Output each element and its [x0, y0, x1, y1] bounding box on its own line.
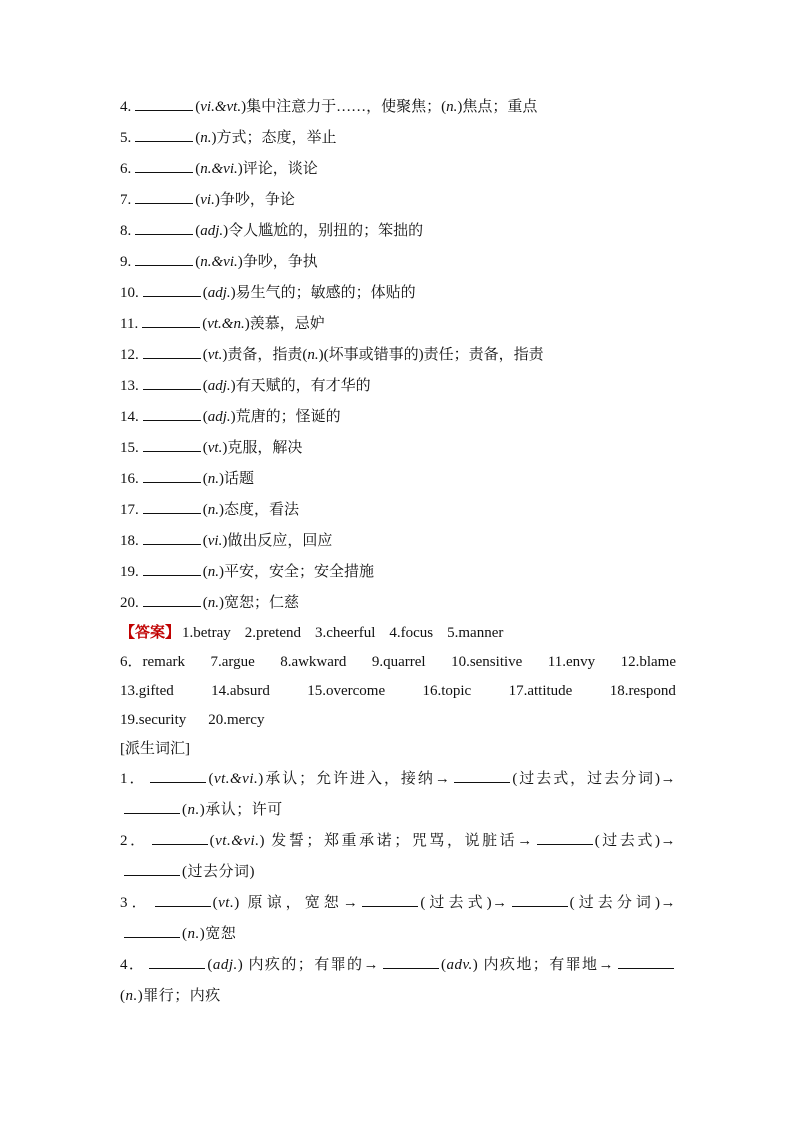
item-number: 1． [120, 771, 147, 787]
item-meaning: 内疚地；有罪地→ [478, 957, 614, 973]
answer-entry: 8.awkward [280, 654, 347, 670]
answer-blank [143, 561, 201, 576]
vocab-item-18: 18. (vi.)做出反应，回应 [120, 526, 676, 557]
item-meaning: 争吵，争执 [242, 254, 318, 270]
item-number: 18. [120, 533, 139, 549]
item-meaning: 有天赋的，有才华的 [235, 378, 371, 394]
part-of-speech: n. [187, 802, 200, 818]
part-of-speech: vt. [218, 895, 235, 911]
item-number: 17. [120, 502, 139, 518]
item-number: 4． [120, 957, 146, 973]
answer-line-1 [120, 619, 676, 648]
item-meaning: (过去分词) [182, 864, 255, 880]
vocab-item-19: 19. (n.)平安，安全；安全措施 [120, 557, 676, 588]
answer-entry: 4.focus [389, 625, 434, 641]
part-of-speech: n.&vi. [200, 254, 238, 270]
item-meaning: 易生气的；敏感的；体贴的 [235, 285, 416, 301]
answer-blank [143, 499, 201, 514]
part-of-speech: n. [207, 564, 219, 580]
derived-item-4: 4． (adj.) 内疚的；有罪的→ (adv.) 内疚地；有罪地→(n.)罪行；内疚 [120, 950, 676, 1012]
part-of-speech: adj. [207, 285, 231, 301]
answer-entry: 14.absurd [211, 683, 270, 699]
answer-entry: 9.quarrel [371, 654, 426, 670]
item-number: 5. [120, 130, 132, 146]
item-meaning: 承认；允许进入，接纳→ [263, 771, 451, 787]
item-number: 12. [120, 347, 139, 363]
item-number: 9. [120, 254, 132, 270]
item-meaning: 评论，谈论 [242, 161, 318, 177]
answer-blank [383, 954, 439, 969]
item-meaning: 宽恕；仁慈 [224, 595, 300, 611]
part-of-speech: vt.&vi. [215, 833, 260, 849]
item-meaning: 克服，解决 [227, 440, 303, 456]
part-of-speech: n. [446, 99, 458, 115]
part-of-speech: vt.&vi. [213, 771, 259, 787]
derived-item-2: 2． (vt.&vi.) 发誓；郑重承诺；咒骂，说脏话→ (过去式)→(过去分词) [120, 826, 676, 888]
answer-blank [124, 799, 180, 814]
answer-blank [143, 375, 201, 390]
item-meaning: 集中注意力于……，使聚焦； [246, 99, 442, 115]
answer-blank [149, 954, 205, 969]
answer-entry: 6．remark [120, 654, 185, 670]
answer-line-3 [120, 677, 676, 706]
answer-blank [150, 768, 206, 783]
answer-blank [512, 892, 568, 907]
answer-blank [143, 530, 201, 545]
vocab-item-16: 16. (n.)话题 [120, 464, 676, 495]
part-of-speech: adv. [446, 957, 473, 973]
answer-entry: 17.attitude [508, 683, 573, 699]
answer-line-2 [120, 648, 676, 677]
item-number: 19. [120, 564, 139, 580]
answer-entry: 19.security [120, 712, 187, 728]
item-meaning: 方式；态度，举止 [216, 130, 337, 146]
part-of-speech: vt. [207, 347, 223, 363]
item-meaning: 态度，看法 [224, 502, 300, 518]
answer-entry: 18.respond [609, 683, 676, 699]
item-meaning: 内疚的；有罪的→ [243, 957, 379, 973]
part-of-speech: adj. [212, 957, 238, 973]
item-meaning: 宽恕 [205, 926, 237, 942]
answer-blank [135, 96, 193, 111]
item-number: 8. [120, 223, 132, 239]
answer-blank [152, 830, 208, 845]
item-number: 13. [120, 378, 139, 394]
answer-entry: 15.overcome [307, 683, 386, 699]
item-number: 14. [120, 409, 139, 425]
item-meaning: 争吵，争论 [219, 192, 295, 208]
answer-blank [143, 468, 201, 483]
item-number: 3． [120, 895, 151, 911]
answer-entry: 2.pretend [244, 625, 301, 641]
answer-blank [135, 251, 193, 266]
worksheet-content [120, 92, 676, 1012]
item-meaning: 话题 [224, 471, 255, 487]
item-number: 2． [120, 833, 148, 849]
item-meaning: (过去式)→ [594, 833, 676, 849]
part-of-speech: vt. [207, 440, 223, 456]
item-meaning: 责备，指责 [227, 347, 303, 363]
derived-item-3: 3． (vt.) 原谅，宽恕→ (过去式)→ (过去分词)→(n.)宽恕 [120, 888, 676, 950]
item-meaning: (过去式，过去分词)→ [512, 771, 676, 787]
item-meaning: 令人尴尬的，别扭的；笨拙的 [228, 223, 424, 239]
answer-blank [537, 830, 593, 845]
item-meaning: 羡慕，忌妒 [249, 316, 325, 332]
answer-blank [143, 437, 201, 452]
answer-label: 【答案】 [120, 625, 181, 641]
part-of-speech: n. [187, 926, 200, 942]
part-of-speech: adj. [200, 223, 224, 239]
item-number: 4. [120, 99, 132, 115]
answer-entry: 5.manner [447, 625, 504, 641]
item-number: 20. [120, 595, 139, 611]
part-of-speech: n. [200, 130, 212, 146]
answer-entry: 13.gifted [120, 683, 174, 699]
vocab-item-7: 7. (vi.)争吵，争论 [120, 185, 676, 216]
item-meaning: 做出反应，回应 [227, 533, 333, 549]
item-number: 7. [120, 192, 132, 208]
answer-line-4 [120, 706, 676, 735]
part-of-speech: n. [307, 347, 319, 363]
item-meaning: 发誓；郑重承诺；咒骂，说脏话→ [264, 833, 533, 849]
answer-blank [143, 282, 201, 297]
item-meaning: 原谅，宽恕→ [239, 895, 359, 911]
part-of-speech: vi. [207, 533, 223, 549]
vocab-item-20: 20. (n.)宽恕；仁慈 [120, 588, 676, 619]
item-number: 6. [120, 161, 132, 177]
vocab-item-15: 15. (vt.)克服，解决 [120, 433, 676, 464]
answer-blank [135, 189, 193, 204]
part-of-speech: adj. [207, 378, 231, 394]
item-meaning: 罪行；内疚 [143, 988, 221, 1004]
item-meaning: (过去式)→ [420, 895, 508, 911]
answer-blank [143, 344, 201, 359]
part-of-speech: adj. [207, 409, 231, 425]
part-of-speech: n. [207, 471, 219, 487]
item-number: 16. [120, 471, 139, 487]
answer-blank [135, 220, 193, 235]
vocab-item-12: 12. (vt.)责备，指责(n.)(坏事或错事的)责任；责备，指责 [120, 340, 676, 371]
answer-entry: 7.argue [210, 654, 255, 670]
answer-entry: 20.mercy [208, 712, 265, 728]
vocab-item-9: 9. (n.&vi.)争吵，争执 [120, 247, 676, 278]
part-of-speech: n.&vi. [200, 161, 238, 177]
answer-blank [124, 861, 180, 876]
vocab-item-4: 4. (vi.&vt.)集中注意力于……，使聚焦；(n.)焦点；重点 [120, 92, 676, 123]
answer-blank [143, 592, 201, 607]
answer-blank [135, 127, 193, 142]
answer-blank [143, 406, 201, 421]
answer-entry: 3.cheerful [314, 625, 376, 641]
part-of-speech: n. [125, 988, 138, 1004]
item-meaning: 荒唐的；怪诞的 [235, 409, 341, 425]
vocab-item-17: 17. (n.)态度，看法 [120, 495, 676, 526]
part-of-speech: vi. [200, 192, 215, 208]
item-number: 10. [120, 285, 139, 301]
part-of-speech: vi.&vt. [200, 99, 242, 115]
item-number: 15. [120, 440, 139, 456]
answer-entry: 1.betray [182, 625, 231, 641]
vocab-item-11: 11. (vt.&n.)羡慕，忌妒 [120, 309, 676, 340]
answer-entry: 10.sensitive [451, 654, 523, 670]
answer-blank [454, 768, 510, 783]
part-of-speech: n. [207, 595, 219, 611]
item-meaning: 焦点；重点 [462, 99, 538, 115]
item-meaning: 平安，安全；安全措施 [224, 564, 375, 580]
answer-blank [142, 313, 200, 328]
item-meaning: (过去分词)→ [569, 895, 676, 911]
item-meaning: 承认；许可 [205, 802, 283, 818]
vocab-item-6: 6. (n.&vi.)评论，谈论 [120, 154, 676, 185]
vocab-item-10: 10. (adj.)易生气的；敏感的；体贴的 [120, 278, 676, 309]
answer-blank [135, 158, 193, 173]
vocab-item-5: 5. (n.)方式；态度，举止 [120, 123, 676, 154]
item-meaning: (坏事或错事的)责任；责备，指责 [323, 347, 544, 363]
section-title: [派生词汇] [120, 741, 190, 757]
answer-blank [124, 923, 180, 938]
answer-entry: 12.blame [620, 654, 676, 670]
part-of-speech: vt.&n. [207, 316, 245, 332]
derived-item-1: 1． (vt.&vi.)承认；允许进入，接纳→ (过去式，过去分词)→(n.)承认；许可 [120, 764, 676, 826]
answer-entry: 16.topic [422, 683, 472, 699]
part-of-speech: n. [207, 502, 219, 518]
answer-blank [155, 892, 211, 907]
item-number: 11. [120, 316, 139, 332]
vocab-item-8: 8. (adj.)令人尴尬的，别扭的；笨拙的 [120, 216, 676, 247]
answer-blank [618, 954, 674, 969]
vocab-item-14: 14. (adj.)荒唐的；怪诞的 [120, 402, 676, 433]
answer-blank [362, 892, 418, 907]
answer-entry: 11.envy [547, 654, 596, 670]
vocab-item-13: 13. (adj.)有天赋的，有才华的 [120, 371, 676, 402]
